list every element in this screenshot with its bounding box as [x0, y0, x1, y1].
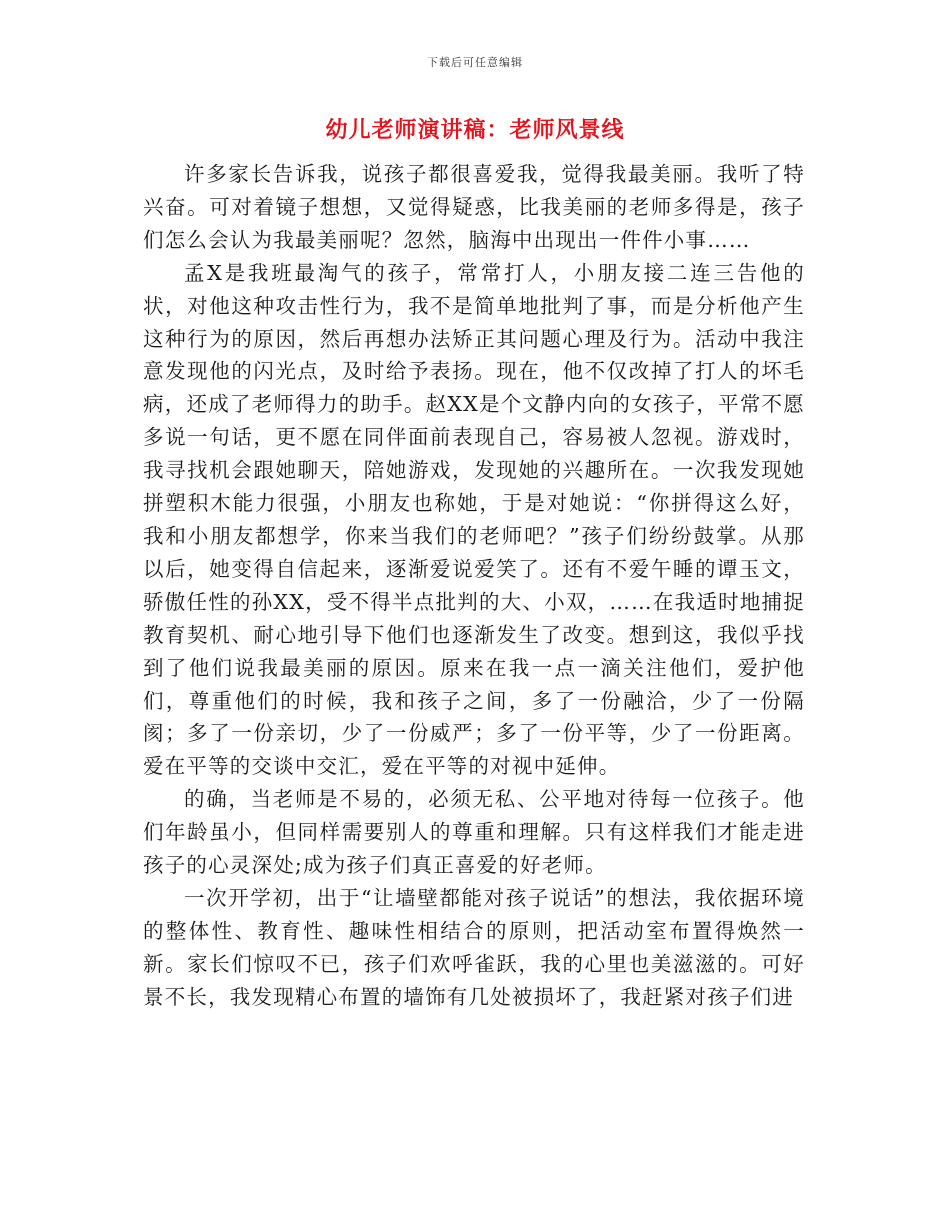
- paragraph-3: 的确，当老师是不易的，必须无私、公平地对待每一位孩子。他们年龄虽小，但同样需要别人的尊重和理解。只有这样我们才能走进孩子的心灵深处;成为孩子们真正喜爱的好老师。: [143, 787, 805, 878]
- document-body: [143, 158, 805, 1014]
- paragraph-1: 许多家长告诉我，说孩子都很喜爱我，觉得我最美丽。我听了特兴奋。可对着镜子想想，又觉得疑惑，比我美丽的老师多得是，孩子们怎么会认为我最美丽呢？忽然，脑海中出现出一件件小事……: [143, 162, 805, 252]
- document-title: 幼儿老师演讲稿：老师风景线: [325, 118, 625, 143]
- header-note: 下载后可任意编辑: [427, 56, 523, 69]
- paragraph-2: 孟X是我班最淘气的孩子，常常打人，小朋友接二连三告他的状，对他这种攻击性行为，我不是简单地批判了事，而是分析他产生这种行为的原因，然后再想办法矫正其问题心理及行为。活动中我注意发现他的闪光点，及时给予表扬。现在，他不仅改掉了打人的坏毛病，还成了老师得力的助手。赵XX是个文静内向的女孩子，平常不愿多说一句话，更不愿在同伴面前表现自己，容易被人忽视。游戏时，我寻找机会跟她聊天，陪她游戏，发现她的兴趣所在。一次我发现她拼塑积木能力很强，小朋友也称她，于是对她说：“你拼得这么好，我和小朋友都想学，你来当我们的老师吧？”孩子们纷纷鼓掌。从那以后，她变得自信起来，逐渐爱说爱笑了。还有不爱午睡的谭玉文，骄傲任性的孙XX，受不得半点批判的大、小双，……在我适时地捕捉教育契机、耐心地引导下他们也逐渐发生了改变。想到这，我似乎找到了他们说我最美丽的原因。原来在我一点一滴关注他们，爱护他们，尊重他们的时候，我和孩子之间，多了一份融洽，少了一份隔阂；多了一份亲切，少了一份威严；多了一份平等，少了一份距离。爱在平等的交谈中交汇，爱在平等的对视中延伸。: [143, 260, 805, 779]
- paragraph-4: 一次开学初，出于“让墙壁都能对孩子说话”的想法，我依据环境的整体性、教育性、趣味性相结合的原则，把活动室布置得焕然一新。家长们惊叹不已，孩子们欢呼雀跃，我的心里也美滋滋的。可好景不长，我发现精心布置的墙饰有几处被损坏了，我赶紧对孩子们进: [143, 885, 805, 1009]
